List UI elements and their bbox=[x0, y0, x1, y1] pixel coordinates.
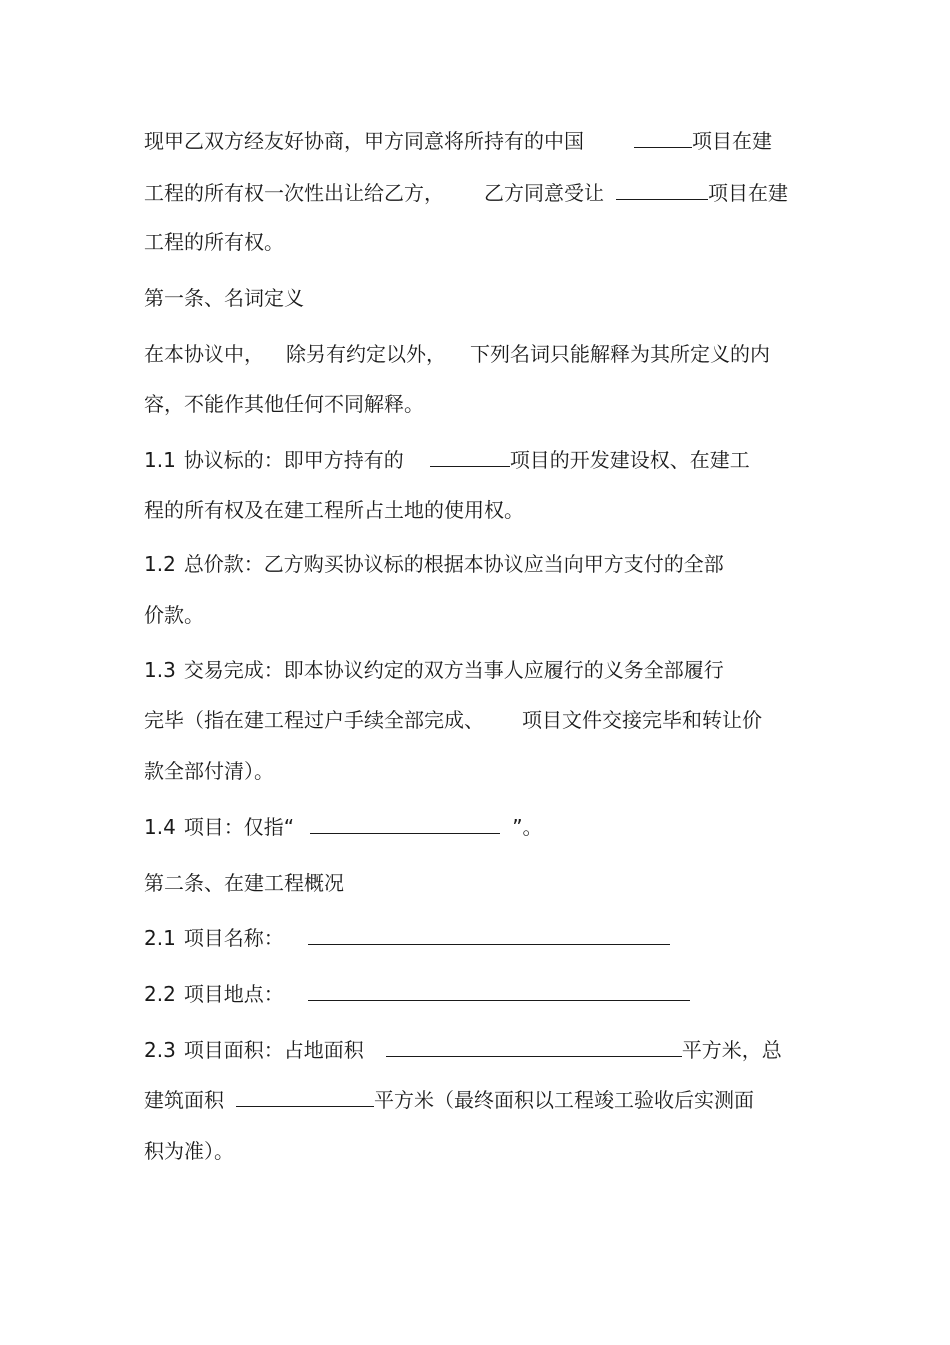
project-name-blank bbox=[310, 812, 500, 834]
item-2-3-cont bbox=[144, 1085, 754, 1115]
paragraph-text: 下列名词只能解释为其所定义的内 bbox=[470, 342, 770, 366]
item-1-2-cont: 价款。 bbox=[144, 603, 204, 627]
project-location-blank bbox=[308, 979, 690, 1001]
item-text: 项目的开发建设权、在建工 bbox=[509, 448, 750, 472]
paragraph-text: 除另有约定以外， bbox=[286, 342, 446, 366]
item-2-3-cont-2: 积为准）。 bbox=[144, 1139, 234, 1163]
item-2-3 bbox=[144, 1035, 782, 1065]
project-blank bbox=[430, 445, 510, 467]
intro-text: 项目在建 bbox=[708, 181, 788, 205]
intro-line-3 bbox=[144, 227, 284, 257]
intro-text: 工程的所有权。 bbox=[144, 230, 284, 254]
item-number: 2.2 bbox=[144, 982, 176, 1006]
article-1-paragraph-cont: 容，不能作其他任何不同解释。 bbox=[144, 392, 424, 416]
item-text: 协议标的：即甲方持有的 bbox=[183, 448, 404, 472]
item-text: 交易完成：即本协议约定的双方当事人应履行的义务全部履行 bbox=[183, 658, 724, 682]
item-2-2 bbox=[144, 979, 690, 1009]
item-2-1 bbox=[144, 923, 670, 953]
item-text: 项目：仅指“ bbox=[183, 815, 295, 839]
item-1-3-cont bbox=[144, 705, 762, 735]
building-area-blank bbox=[236, 1085, 374, 1107]
article-2-heading: 第二条、在建工程概况 bbox=[144, 871, 344, 895]
article-1-heading: 第一条、名词定义 bbox=[144, 286, 304, 310]
intro-text: 现甲乙双方经友好协商，甲方同意将所持有的中国 bbox=[144, 129, 584, 153]
paragraph-text: 在本协议中， bbox=[144, 342, 264, 366]
item-number: 1.4 bbox=[144, 815, 176, 839]
item-number: 1.2 bbox=[144, 552, 176, 576]
item-text: ”。 bbox=[512, 815, 543, 839]
item-text: 建筑面积 bbox=[144, 1088, 224, 1112]
item-text: 项目文件交接完毕和转让价 bbox=[522, 708, 762, 732]
item-text: 完毕（指在建工程过户手续全部完成、 bbox=[144, 708, 484, 732]
item-text: 平方米，总 bbox=[681, 1038, 782, 1062]
intro-line-1 bbox=[144, 126, 772, 156]
item-number: 1.3 bbox=[144, 658, 176, 682]
item-1-4 bbox=[144, 812, 543, 842]
item-1-3-cont-2: 款全部付清）。 bbox=[144, 759, 274, 783]
project-blank bbox=[616, 178, 708, 200]
land-area-blank bbox=[386, 1035, 682, 1057]
intro-line-2 bbox=[144, 178, 788, 208]
project-blank bbox=[634, 126, 692, 148]
intro-text: 工程的所有权一次性出让给乙方， bbox=[144, 181, 444, 205]
item-1-1 bbox=[144, 445, 750, 475]
item-1-1-cont: 程的所有权及在建工程所占土地的使用权。 bbox=[144, 498, 524, 522]
item-number: 1.1 bbox=[144, 448, 176, 472]
project-name-blank bbox=[308, 923, 670, 945]
item-text: 项目面积：占地面积 bbox=[183, 1038, 364, 1062]
item-number: 2.3 bbox=[144, 1038, 176, 1062]
intro-text: 乙方同意受让 bbox=[484, 181, 604, 205]
item-text: 总价款：乙方购买协议标的根据本协议应当向甲方支付的全部 bbox=[183, 552, 724, 576]
article-1-paragraph bbox=[144, 339, 770, 369]
item-1-2 bbox=[144, 549, 724, 579]
item-number: 2.1 bbox=[144, 926, 176, 950]
item-1-3 bbox=[144, 655, 724, 685]
item-text: 平方米（最终面积以工程竣工验收后实测面 bbox=[374, 1088, 754, 1112]
item-text: 项目名称： bbox=[183, 926, 284, 950]
item-text: 项目地点： bbox=[183, 982, 284, 1006]
intro-text: 项目在建 bbox=[692, 129, 772, 153]
